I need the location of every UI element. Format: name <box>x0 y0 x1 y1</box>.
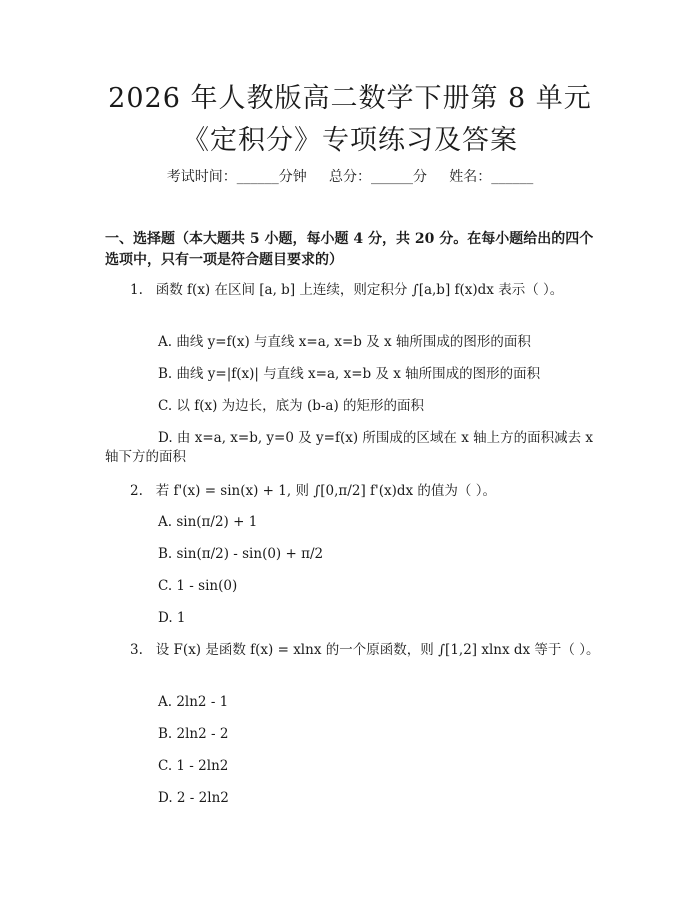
question-text: 函数 f(x) 在区间 [a, b] 上连续，则定积分 ∫[a,b] f(x)dx 表示（ ）。 <box>155 282 564 298</box>
option-2b: B. sin(π/2) - sin(0) + π/2 <box>158 546 324 562</box>
option-3c: C. 1 - 2ln2 <box>158 758 229 774</box>
question-text: 若 f'(x) = sin(x) + 1, 则 ∫[0,π/2] f'(x)dx 的值为（ ）。 <box>155 483 496 499</box>
option-1d: D. 由 x=a, x=b, y=0 及 y=f(x) 所围成的区域在 x 轴上方的面积减去 x 轴下方的面积 <box>105 430 594 465</box>
section-heading: 一、选择题（本大题共 5 小题，每小题 4 分，共 20 分。在每小题给出的四个选项中，只有一项是符合题目要求的） <box>105 231 594 268</box>
question-number: 2. <box>130 483 143 499</box>
option-2c: C. 1 - sin(0) <box>158 578 238 594</box>
question-number: 1. <box>130 282 143 298</box>
option-3b: B. 2ln2 - 2 <box>158 726 229 742</box>
option-2d: D. 1 <box>158 610 186 626</box>
question-2 <box>105 482 601 501</box>
exam-meta-line: 考试时间：______分钟 总分：______分 姓名：______ <box>166 169 534 185</box>
question-number: 3. <box>130 642 143 658</box>
question-3 <box>105 641 601 660</box>
question-text: 设 F(x) 是函数 f(x) = xlnx 的一个原函数，则 ∫[1,2] xlnx dx 等于（ ）。 <box>155 642 600 658</box>
option-2a: A. sin(π/2) + 1 <box>158 514 258 530</box>
option-1c: C. 以 f(x) 为边长，底为 (b-a) 的矩形的面积 <box>158 398 425 414</box>
option-1b: B. 曲线 y=|f(x)| 与直线 x=a, x=b 及 x 轴所围成的图形的面积 <box>158 366 541 382</box>
document-title: 2026 年人教版高二数学下册第 8 单元《定积分》专项练习及答案 <box>108 83 592 156</box>
option-1a: A. 曲线 y=f(x) 与直线 x=a, x=b 及 x 轴所围成的图形的面积 <box>158 334 531 350</box>
option-3d: D. 2 - 2ln2 <box>158 790 229 806</box>
question-1 <box>105 281 601 300</box>
option-3a: A. 2ln2 - 1 <box>158 694 229 710</box>
